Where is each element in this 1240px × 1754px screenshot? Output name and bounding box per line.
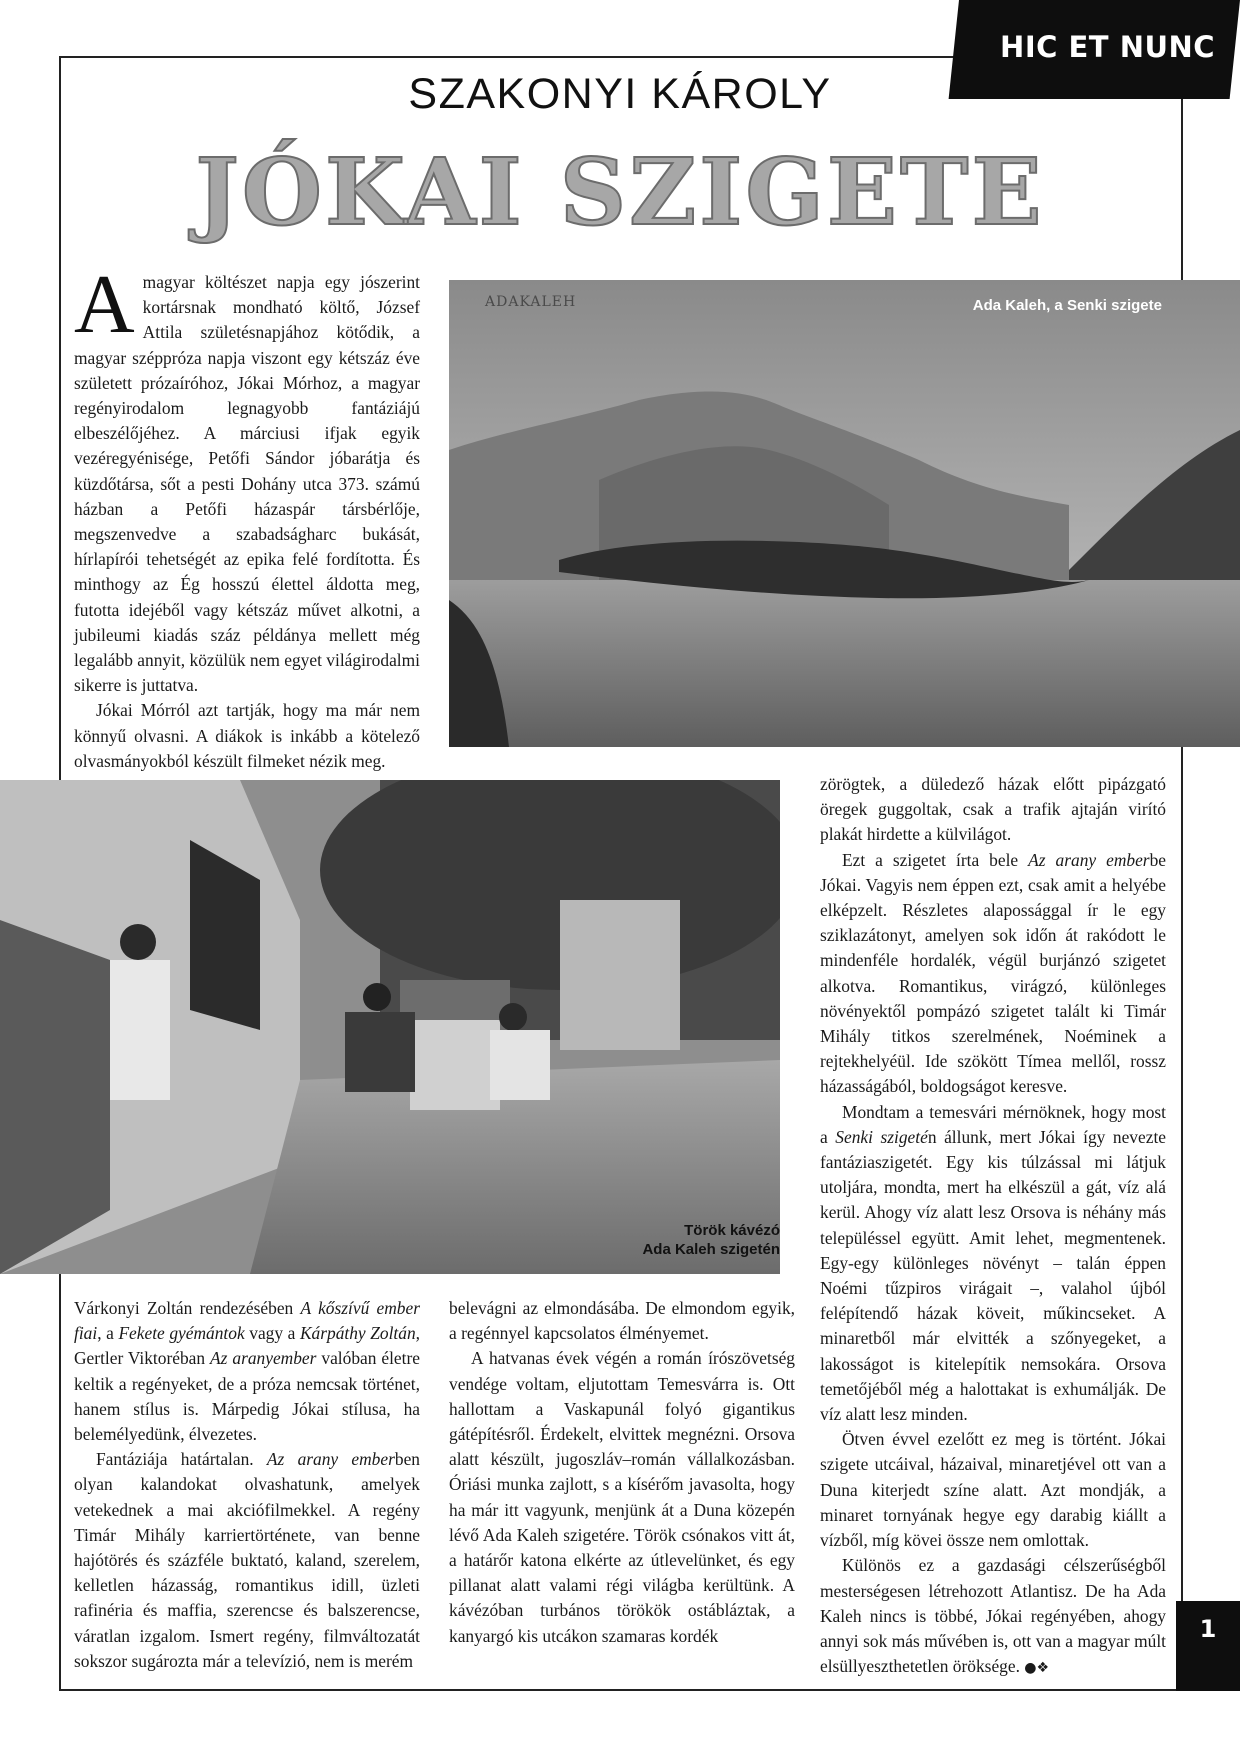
section-label: HIC ET NUNC — [1000, 30, 1216, 64]
author-name: SZAKONYI KÁROLY — [408, 70, 832, 118]
landscape-illustration — [449, 280, 1240, 747]
column-1 — [74, 258, 420, 771]
paragraph — [820, 1100, 1166, 1428]
film-title: Kárpáthy Zoltán, — [299, 1323, 420, 1344]
paragraph — [74, 1447, 420, 1674]
cafe-illustration — [0, 780, 780, 1274]
end-of-article-icon: ●❖ — [1024, 1660, 1050, 1677]
paragraph: zörögtek, a düledező házak előtt pipázgató öregek guggoltak, csak a trafik ajtaján virító plakát hirdette a külvilágot. — [820, 774, 1166, 845]
text: ben olyan kalandokat olvashatunk, amelyek vetekednek a mai akciófilmekkel. A regény Timár Mihály karriertörténete, van benne hajótörés és százféle buktató, kaland, szerelem, kelletlen házasság, romantikus idill, üzleti rafinéria és maffia, szerencse és balszerencse, váratlan izgalom. Ismert regény, filmváltozatát sokszor sugározta már a televízió, nem is merém — [74, 1449, 420, 1671]
text: Ezt a szigetet írta bele — [842, 849, 1029, 870]
text: Várkonyi Zoltán rendezésében — [74, 1298, 301, 1318]
film-title: A kőszívű ember fiai — [74, 1298, 420, 1344]
photo-caption: Ada Kaleh, a Senki szigete — [972, 297, 1162, 314]
page-number: 1 — [1176, 1601, 1240, 1691]
text: Fantáziája határtalan. — [96, 1449, 267, 1470]
film-title: Fekete gyémántok — [118, 1323, 245, 1344]
text: valóban életre keltik a regényeket, de a próza nemcsak történet, hanem stílus is. Márpedig Jókai stílusa, ha belemélyedünk, élvezetes. — [74, 1348, 420, 1445]
paragraph: Ötven évvel ezelőtt ez meg is történt. Jókai szigete utcáival, házaival, minaretjével ott van a Duna kiterjedt színe alatt. Azt mondják, a minaret tornyának hegye egy darabig kiállt a vízből, míg kövei össze nem omlottak. — [820, 1429, 1166, 1551]
paragraph: belevágni az elmondásába. De elmondom egyik, a regénnyel kapcsolatos élményemet. — [449, 1298, 795, 1344]
photo-caption — [580, 1221, 780, 1259]
paragraph — [74, 1296, 420, 1447]
paragraph — [74, 258, 420, 698]
text: Gertler Viktoréban — [74, 1348, 211, 1369]
paragraph-text: magyar költészet napja egy jószerint kortársnak mondható költő, József Attila születésnapjához kötődik, a magyar széppróza napja viszont egy kétszáz éve született prózaíróhoz, Jókai Mórhoz, a magyar regényirodalom legnagyobb fantáziájú elbeszélőjéhez. A márciusi ifjak egyik vezéregyénisége, Petőfi Sándor jóbarátja és küzdőtársa, sőt a pesti Dohány utca 373. számú házban a Petőfi házaspár társbérlője, megszenvedve a szabadságharc bukását, hírlapírói tehetségét az epika felé fordította. És minthogy az Ég hosszú élettel áldotta meg, futotta idejéből vagy kétszáz művet alkotni, a jubileumi kiadás száz példánya mellett még legalább annyit, közülük nem egyet világirodalmi sikerre is juttatva. — [74, 272, 420, 696]
caption-line-2: Ada Kaleh szigetén — [642, 1241, 780, 1258]
paragraph: Jókai Mórról azt tartják, hogy ma már nem könnyű olvasni. A diákok is inkább a kötelező olvasmányokból készült filmeket nézik meg. — [74, 700, 420, 771]
column-2 — [74, 1296, 420, 1686]
column-4 — [820, 772, 1166, 1687]
text: , a — [97, 1323, 119, 1344]
column-3 — [449, 1296, 795, 1686]
article-title: JÓKAI SZIGETE — [195, 138, 1045, 246]
paragraph — [820, 1553, 1166, 1681]
paragraph: A hatvanas évek végén a román írószövetség vendége voltam, eljutottam Temesvárra is. Ott hallottam a Vaskapunál folyó gigantikus gátépítésről. Érdekelt, elvittek megnézni. Orsova alatt készült, jugoszláv–román vállalkozásban. Óriási munka zajlott, s a kísérőm javasolta, hogy ha már itt vagyunk, menjünk át a Duna közepén lévő Ada Kaleh szigetére. Török csónakos vitt át, a határőr katona elkérte az útlevelünket, és egy pillanat alatt valami régi világba kerültünk. A kávézóban turbános törökök ostábláztak, a kanyargó kis utcákon szamaras kordék — [449, 1348, 795, 1646]
book-title: Az arany ember — [266, 1449, 395, 1470]
book-title: Az arany ember — [1028, 849, 1150, 870]
text: Különös ez a gazdasági célszerűségből mesterségesen létrehozott Atlantisz. De ha Ada Kaleh nincs is többé, Jókai regényében, ahogy annyi sok más művében is, ott van a magyar múlt elsüllyeszthetetlen öröksége. — [820, 1555, 1166, 1677]
text: Mondtam a temesvári mérnöknek, hogy most a — [820, 1101, 1166, 1147]
ada-kaleh-landscape-photo — [449, 280, 1240, 747]
film-title: Az aranyember — [210, 1348, 317, 1369]
text: vagy a — [244, 1323, 300, 1344]
island-name: Senki szigeté — [835, 1126, 928, 1147]
caption-line-1: Török kávézó — [684, 1222, 780, 1239]
photo-inscription: ADAKALEH — [485, 294, 577, 310]
paragraph — [820, 848, 1166, 1100]
drop-cap: A — [74, 258, 135, 351]
turkish-cafe-photo — [0, 780, 780, 1274]
text: n állunk, mert Jókai így nevezte fantáziaszigetét. Egy kis túlzással mi látjuk utoljára, mondta, mert ha elkészül a gát, víz alá kerül. Ahogy víz alatt lesz Orsova is néhány más településsel együtt. Amit lehet, megmentenek. Egy-egy különleges növényt – talán éppen Noémi tűzpiros virágait –, valahol újból felépítendő házak köveit, műkincseket. A minaretből már elvitték a szőnyegeket, a lakosságot is kitelepítik nemsokára. Orsova temetőjéből még a halottakat is exhumálják. De víz alatt lesz minden. — [820, 1126, 1166, 1425]
text: be Jókai. Vagyis nem éppen ezt, csak amit a helyébe elképzelt. Részletes alapossággal ír le egy sziklazátonyt, amelyen sok időn át rakódott le mindenféle hordalék, végül burjánzó szigetet alkotva. Romantikus, virágzó, különleges növényektől pompázó szigetet talált ki Timár Mihály titkos szerelmének, Noéminek a rejtekhelyéül. Ide szökött Tímea mellől, rossz házasságából, boldogságot keresve. — [820, 849, 1166, 1097]
